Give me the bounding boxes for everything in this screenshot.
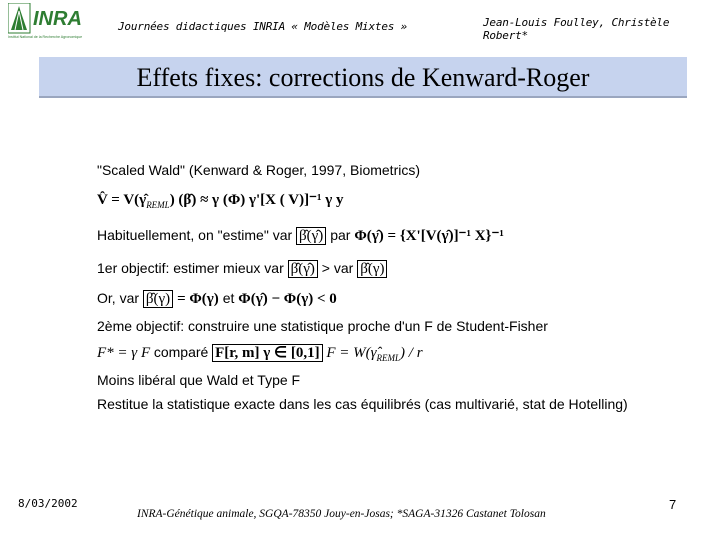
title-bar	[39, 57, 687, 98]
var-text: var	[264, 260, 284, 276]
compare-text: comparé	[153, 344, 209, 360]
line-moins-liberal: Moins libéral que Wald et Type F	[97, 372, 301, 388]
var-text: var	[119, 290, 140, 306]
beta-hat-gamma-box: β̂(γ)	[357, 260, 387, 278]
habituellement-text: Habituellement, on "estime"	[97, 227, 269, 243]
f-wald-formula: F = W(γ̂	[326, 345, 377, 361]
line-objectif-2: 2ème objectif: construire une statistique proche d'un F de Student-Fisher	[97, 318, 548, 334]
svg-text:INRA: INRA	[33, 8, 82, 30]
slide-content	[91, 152, 681, 420]
slide-title: Effets fixes: corrections de Kenward-Roger	[136, 63, 590, 92]
line-f-star	[97, 344, 423, 363]
phi-gamma-hat-formula: Φ(γ̂) = {X'[V(γ̂)]⁻¹ X}⁻¹	[354, 228, 504, 244]
line-scaled-wald: "Scaled Wald" (Kenward & Roger, 1997, Biometrics)	[97, 162, 421, 178]
line-habituellement	[97, 226, 504, 245]
par-text: par	[330, 227, 351, 243]
header-event-title: Journées didactiques INRIA « Modèles Mixtes »	[118, 20, 408, 33]
f-star-formula: F* = γ F	[97, 345, 151, 361]
or-text: Or,	[97, 290, 116, 306]
line-restitue: Restitue la statistique exacte dans les cas équilibrés (cas multivarié, stat de Hotelling)	[97, 396, 628, 412]
footer-date: 8/03/2002	[18, 497, 78, 510]
inra-logo	[8, 3, 96, 39]
beta-hat-gamma-box: β̂(γ)	[143, 290, 173, 308]
reml-subscript: REML	[146, 200, 170, 210]
beta-hat-gamma-hat-box: β̂(γ̂)	[288, 260, 318, 278]
objectif-1-text: 1er objectif: estimer mieux	[97, 260, 261, 276]
line-or	[97, 290, 337, 308]
f-wald-formula-end: ) / r	[400, 345, 423, 361]
greater-var-text: > var	[321, 260, 354, 276]
v-hat-formula: V̂ = V(γ̂	[97, 192, 147, 208]
svg-text:Institut National de la Recher: Institut National de la Recherche Agronomique	[8, 35, 83, 39]
var-text: var	[272, 227, 293, 243]
header-authors: Jean-Louis Foulley, Christèle Robert*	[483, 16, 670, 42]
line-objectif-1	[97, 260, 387, 278]
phi-gamma-formula: = Φ(γ)	[177, 291, 219, 307]
phi-difference-formula: Φ(γ̂) − Φ(γ) < 0	[238, 291, 337, 307]
reml-subscript: REML	[376, 353, 401, 363]
f-distribution-box: F[r, m] γ ∈ [0,1]	[212, 344, 323, 362]
beta-hat-gamma-hat-box: β̂(γ̂)	[296, 227, 326, 245]
et-text: et	[222, 290, 235, 306]
inra-logo-icon	[8, 3, 96, 39]
line-v-hat	[97, 190, 344, 210]
v-hat-formula-rest: ) (β̂) ≈ γ (Φ) γ'[X ( V)]⁻¹ γ y	[169, 192, 344, 208]
page-number: 7	[669, 497, 677, 512]
footer-affiliation: INRA-Génétique animale, SGQA-78350 Jouy-en-Josas; *SAGA-31326 Castanet Tolosan	[137, 508, 546, 520]
